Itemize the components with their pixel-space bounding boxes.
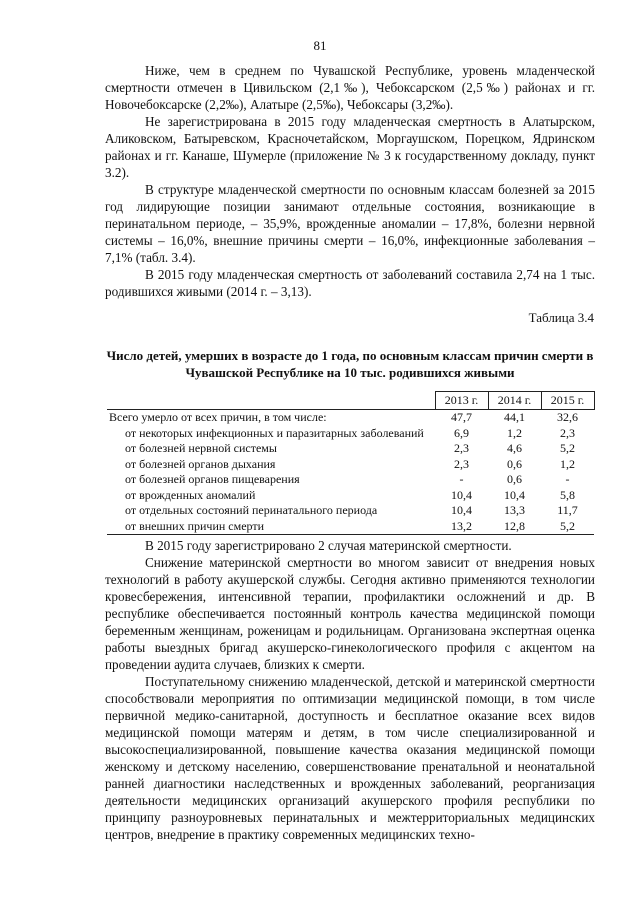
table-header-row — [107, 392, 594, 410]
paragraph: Не зарегистрирована в 2015 году младенческая смертность в Алатырском, Аликовском, Батыревском, Красночетайском, Моргаушском, Порецком, Ядринском районах и гг. Канаше, Шумерле (приложение № 3 к государственному докладу, пункт 3.2). — [105, 114, 595, 180]
paragraph: Поступательному снижению младенческой, детской и материнской смертности способствовали мероприятия по оптимизации медицинской помощи, в том числе первичной медико-санитарной, доступность и бесплатное оказание всех видов медицинской помощи матерям и детям, в том числе специализированной и высокоспециализированной, повышение качества оказания медицинской помощи женскому и детскому населению, совершенствование пренатальной и неонатальной ранней диагностики наследственных и врожденных заболеваний, реорганизация деятельности медицинских организаций акушерского профиля республики по принципу разноуровневых перинатальных и межтерриториальных медицинских центров, внедрение в практику современных медицинских техно- — [105, 674, 595, 842]
paragraph: В структуре младенческой смертности по основным классам болезней за 2015 год лидирующие позиции занимают отдельные состояния, возникающие в перинатальном периоде, – 35,9%, врожденные аномалии – 17,8%, болезни нервной системы – 16,0%, внешние причины смерти – 16,0%, инфекционные заболевания – 7,1% (табл. 3.4). — [105, 182, 595, 265]
table-row — [107, 441, 594, 457]
value-2013: 10,4 — [451, 503, 472, 517]
value-2013: 2,3 — [454, 441, 469, 455]
paragraph: Ниже, чем в среднем по Чувашской Республике, уровень младенческой смертности отмечен в Цивильском (2,1‰), Чебоксарском (2,5‰) районах и гг. Новочебоксарске (2,2‰), Алатыре (2,5‰), Чебоксары (3,2‰). — [105, 63, 595, 112]
value-2014: 13,3 — [504, 503, 525, 517]
value-2014: 0,6 — [507, 456, 522, 471]
row-label: от отдельных состояний перинатального периода — [125, 503, 378, 517]
value-2015: 1,2 — [560, 456, 575, 471]
value-2015: 5,8 — [560, 487, 575, 502]
table-row — [107, 472, 594, 488]
paragraph: В 2015 году младенческая смертность от заболеваний составила 2,74 на 1 тыс. родившихся живыми (2014 г. – 3,13). — [105, 267, 595, 299]
table-row — [107, 410, 594, 426]
header-blank-cell — [107, 392, 435, 410]
value-2014: 0,6 — [507, 472, 522, 486]
value-2015: 11,7 — [557, 503, 578, 517]
value-2014: 44,1 — [504, 410, 525, 424]
value-2013: - — [459, 472, 464, 486]
column-header-2014: 2014 г. — [488, 392, 541, 410]
row-label: от болезней органов пищеварения — [125, 472, 300, 486]
value-2015: 5,2 — [541, 519, 594, 535]
row-label: от болезней органов дыхания — [125, 456, 276, 471]
value-2015: - — [565, 472, 570, 486]
value-2015: 5,2 — [560, 441, 575, 455]
table-row — [107, 426, 594, 442]
paragraph: Снижение материнской смертности во многом зависит от внедрения новых технологий в работу акушерской службы. Сегодня активно применяются технологии кровесбережения, интенсивной терапии, профилактики осложнений и др. В республике обеспечивается постоянный контроль качества медицинской помощи беременным женщинам, роженицам и родильницам. Организована экспертная оценка работы выездных бригад акушерско-гинекологического профиля с акцентом на проведении аудита случаев, близких к смерти. — [105, 555, 595, 672]
column-header-2013: 2013 г. — [435, 392, 488, 410]
row-label: от врожденных аномалий — [125, 487, 256, 502]
value-2013: 2,3 — [454, 456, 469, 471]
page-number: 81 — [313, 38, 327, 53]
row-label: Всего умерло от всех причин, в том числе: — [109, 410, 327, 424]
table-title: Число детей, умерших в возрасте до 1 года, по основным классам причин смерти в Чувашской Республике на 10 тыс. родившихся живыми — [106, 348, 594, 380]
value-2015: 32,6 — [557, 410, 578, 424]
table-row — [107, 519, 594, 535]
outro-text — [105, 537, 595, 843]
row-label: от внешних причин смерти — [107, 519, 435, 535]
column-header-2015: 2015 г. — [541, 392, 594, 410]
intro-text — [105, 62, 595, 300]
value-2014: 12,8 — [488, 519, 541, 535]
value-2014: 1,2 — [507, 425, 522, 440]
value-2013: 47,7 — [451, 410, 472, 424]
table-row — [107, 488, 594, 504]
value-2013: 6,9 — [454, 425, 469, 440]
row-label: от болезней нервной системы — [125, 441, 277, 455]
table-row — [107, 457, 594, 473]
row-label: от некоторых инфекционных и паразитарных заболеваний — [125, 425, 424, 440]
mortality-table — [107, 391, 595, 535]
paragraph: В 2015 году зарегистрировано 2 случая материнской смертности. — [145, 538, 512, 553]
value-2013: 10,4 — [451, 487, 472, 502]
table-row — [107, 503, 594, 519]
table-caption: Таблица 3.4 — [528, 310, 594, 325]
value-2014: 4,6 — [507, 441, 522, 455]
value-2014: 10,4 — [504, 487, 525, 502]
value-2013: 13,2 — [435, 519, 488, 535]
value-2015: 2,3 — [560, 425, 575, 440]
